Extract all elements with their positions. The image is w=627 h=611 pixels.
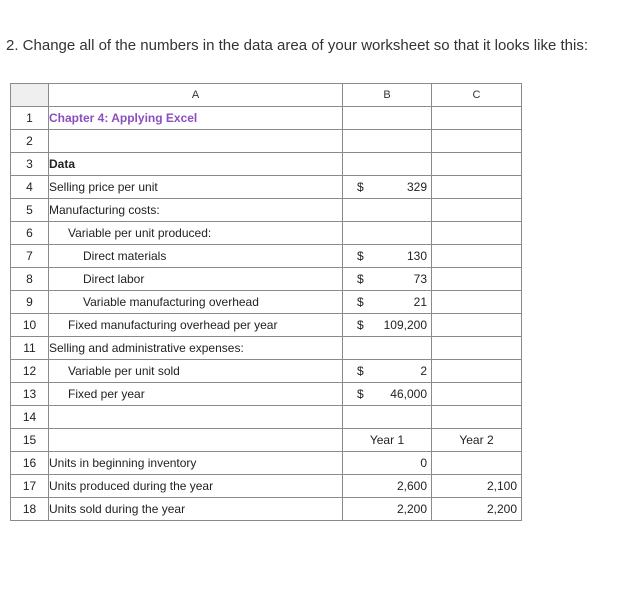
cell-value: 2,600 [396, 479, 427, 493]
cell-value: 46,000 [390, 387, 427, 401]
dollar-sign: $ [357, 387, 364, 401]
cell-b8[interactable] [343, 268, 432, 291]
cell-a6[interactable] [49, 222, 343, 245]
table-row [11, 406, 522, 429]
data-section-label: Data [49, 157, 76, 171]
column-header-row [11, 84, 522, 107]
column-header-b[interactable]: B [343, 84, 432, 107]
row-number[interactable]: 1 [11, 107, 49, 130]
cell-c11[interactable] [432, 337, 522, 360]
cell-b2[interactable] [343, 130, 432, 153]
cell-c17[interactable] [432, 475, 522, 498]
table-row [11, 452, 522, 475]
table-row [11, 268, 522, 291]
cell-b12[interactable] [343, 360, 432, 383]
corner-cell[interactable] [11, 84, 49, 107]
cell-c5[interactable] [432, 199, 522, 222]
cell-b9[interactable] [343, 291, 432, 314]
table-row [11, 199, 522, 222]
row-number[interactable]: 13 [11, 383, 49, 406]
table-row [11, 475, 522, 498]
cell-a7[interactable] [49, 245, 343, 268]
row-number[interactable]: 18 [11, 498, 49, 521]
dollar-sign: $ [357, 364, 364, 378]
cell-value: 21 [413, 295, 427, 309]
cell-c2[interactable] [432, 130, 522, 153]
cell-a12[interactable] [49, 360, 343, 383]
cell-a18[interactable] [49, 498, 343, 521]
cell-c3[interactable] [432, 153, 522, 176]
column-header-a[interactable]: A [49, 84, 343, 107]
row-number[interactable]: 3 [11, 153, 49, 176]
row-number[interactable]: 16 [11, 452, 49, 475]
instruction-text: 2. Change all of the numbers in the data area of your worksheet so that it looks like this: [6, 37, 588, 54]
cell-label: Direct labor [83, 272, 145, 286]
cell-c15[interactable] [432, 429, 522, 452]
cell-a9[interactable] [49, 291, 343, 314]
cell-value: 0 [420, 456, 427, 470]
table-row [11, 314, 522, 337]
cell-label: Direct materials [83, 249, 167, 263]
cell-label: Variable per unit sold [68, 364, 180, 378]
cell-a1[interactable] [49, 107, 343, 130]
row-number[interactable]: 17 [11, 475, 49, 498]
cell-value: 329 [406, 180, 427, 194]
cell-b13[interactable] [343, 383, 432, 406]
table-row [11, 360, 522, 383]
year-1-header: Year 1 [369, 433, 405, 447]
cell-b7[interactable] [343, 245, 432, 268]
cell-c18[interactable] [432, 498, 522, 521]
cell-c7[interactable] [432, 245, 522, 268]
cell-b14[interactable] [343, 406, 432, 429]
row-number[interactable]: 6 [11, 222, 49, 245]
row-number[interactable]: 5 [11, 199, 49, 222]
cell-b1[interactable] [343, 107, 432, 130]
row-number[interactable]: 10 [11, 314, 49, 337]
cell-value: 2,200 [486, 502, 517, 516]
table-row [11, 383, 522, 406]
cell-a3[interactable] [49, 153, 343, 176]
cell-a17[interactable] [49, 475, 343, 498]
row-number[interactable]: 14 [11, 406, 49, 429]
cell-label: Variable manufacturing overhead [83, 295, 259, 309]
cell-b4[interactable] [343, 176, 432, 199]
cell-c10[interactable] [432, 314, 522, 337]
row-number[interactable]: 4 [11, 176, 49, 199]
cell-label: Variable per unit produced: [68, 226, 212, 240]
cell-a4[interactable] [49, 176, 343, 199]
cell-b18[interactable] [343, 498, 432, 521]
cell-c14[interactable] [432, 406, 522, 429]
cell-c16[interactable] [432, 452, 522, 475]
cell-a15[interactable] [49, 429, 343, 452]
table-row [11, 498, 522, 521]
cell-a10[interactable] [49, 314, 343, 337]
cell-label: Fixed manufacturing overhead per year [68, 318, 278, 332]
cell-b11[interactable] [343, 337, 432, 360]
cell-c6[interactable] [432, 222, 522, 245]
cell-value: 2,200 [396, 502, 427, 516]
cell-a14[interactable] [49, 406, 343, 429]
table-row [11, 130, 522, 153]
sheet-title: Chapter 4: Applying Excel [49, 111, 198, 125]
cell-a11[interactable] [49, 337, 343, 360]
dollar-sign: $ [357, 249, 364, 263]
table-row [11, 222, 522, 245]
dollar-sign: $ [357, 295, 364, 309]
column-header-c[interactable]: C [432, 84, 522, 107]
cell-value: 2,100 [486, 479, 517, 493]
cell-a13[interactable] [49, 383, 343, 406]
cell-c1[interactable] [432, 107, 522, 130]
dollar-sign: $ [357, 180, 364, 194]
table-row [11, 176, 522, 199]
cell-b16[interactable] [343, 452, 432, 475]
table-row [11, 429, 522, 452]
row-number[interactable]: 11 [11, 337, 49, 360]
cell-value: 73 [413, 272, 427, 286]
cell-value: 130 [406, 249, 427, 263]
cell-label: Manufacturing costs: [49, 203, 160, 217]
cell-b5[interactable] [343, 199, 432, 222]
row-number[interactable]: 15 [11, 429, 49, 452]
cell-value: 109,200 [383, 318, 427, 332]
cell-label: Units sold during the year [49, 502, 186, 516]
table-row [11, 337, 522, 360]
cell-b17[interactable] [343, 475, 432, 498]
cell-c9[interactable] [432, 291, 522, 314]
cell-c13[interactable] [432, 383, 522, 406]
cell-value: 2 [420, 364, 427, 378]
cell-c4[interactable] [432, 176, 522, 199]
row-number[interactable]: 7 [11, 245, 49, 268]
cell-label: Units produced during the year [49, 479, 214, 493]
year-2-header: Year 2 [459, 433, 494, 447]
cell-b6[interactable] [343, 222, 432, 245]
row-number[interactable]: 12 [11, 360, 49, 383]
dollar-sign: $ [357, 318, 364, 332]
cell-b3[interactable] [343, 153, 432, 176]
cell-a16[interactable] [49, 452, 343, 475]
spreadsheet-table [10, 83, 522, 521]
cell-label: Fixed per year [68, 387, 145, 401]
cell-a2[interactable] [49, 130, 343, 153]
row-number[interactable]: 8 [11, 268, 49, 291]
row-number[interactable]: 2 [11, 130, 49, 153]
row-number[interactable]: 9 [11, 291, 49, 314]
cell-a8[interactable] [49, 268, 343, 291]
table-row [11, 245, 522, 268]
table-row [11, 107, 522, 130]
cell-label: Selling and administrative expenses: [49, 341, 244, 355]
cell-b15[interactable] [343, 429, 432, 452]
cell-a5[interactable] [49, 199, 343, 222]
cell-c8[interactable] [432, 268, 522, 291]
cell-label: Units in beginning inventory [49, 456, 197, 470]
cell-c12[interactable] [432, 360, 522, 383]
cell-b10[interactable] [343, 314, 432, 337]
table-row [11, 153, 522, 176]
dollar-sign: $ [357, 272, 364, 286]
table-row [11, 291, 522, 314]
cell-label: Selling price per unit [49, 180, 158, 194]
